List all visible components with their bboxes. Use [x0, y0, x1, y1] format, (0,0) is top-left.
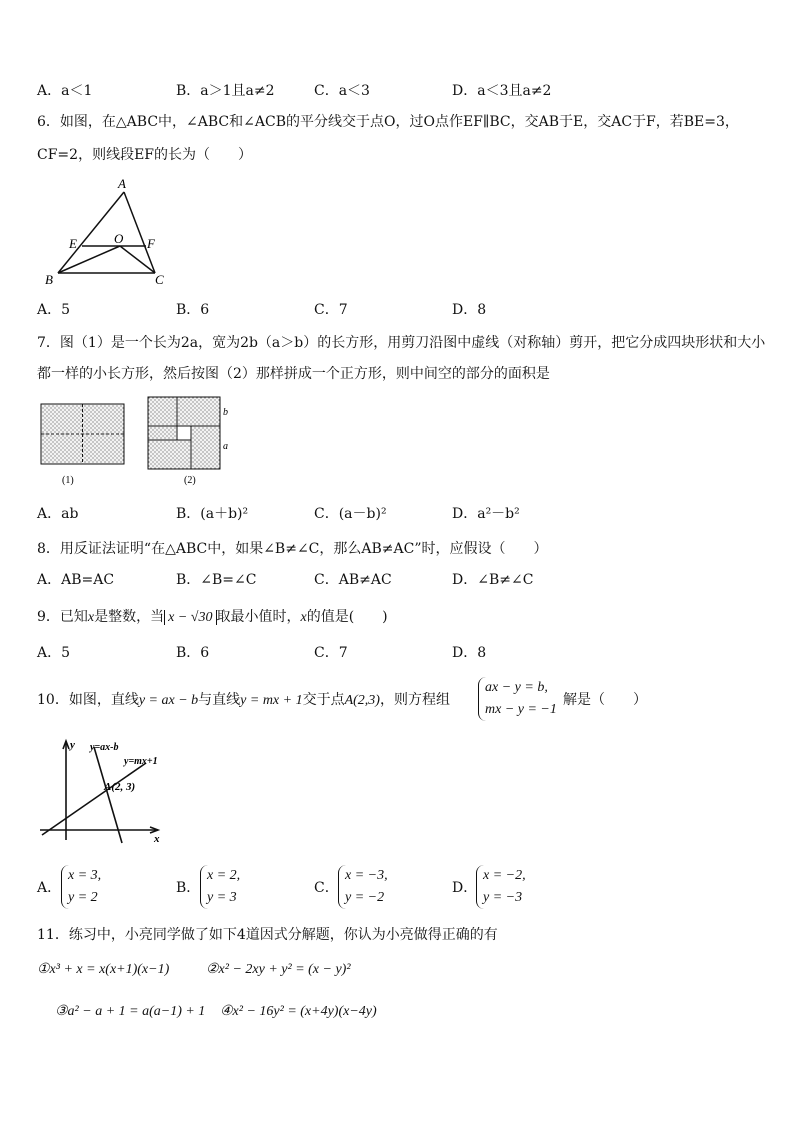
q10-eq1: ax − y = b, — [485, 680, 548, 695]
q9-text — [37, 607, 388, 628]
q6-text-line1: 6．如图，在△ABC中，∠ABC和∠ACB的平分线交于点O，过O点作EF∥BC，交AB于E，交AC于F，若BE=3， — [37, 114, 739, 130]
q6-option-a: A．5 — [37, 302, 71, 318]
q5-option-a: A．a＜1 — [37, 83, 93, 99]
q10-option-b-eq1: x = 2, — [207, 868, 241, 883]
q10-option-d-eq1: x = −2, — [483, 868, 526, 883]
graph-point-label: A(2, 3) — [104, 781, 136, 793]
q10-point: A(2,3) — [344, 693, 380, 708]
fig6-label-e: E — [69, 236, 77, 251]
q8-option-c: C．AB≠AC — [314, 572, 392, 588]
q10-eq2: mx − y = −1 — [485, 702, 557, 717]
graph-line1-label: y=ax-b — [90, 742, 119, 753]
q10-graph — [36, 735, 166, 845]
q11-item-3: ③a² − a + 1 = a(a−1) + 1 — [55, 1004, 206, 1019]
q7-figures — [36, 393, 246, 493]
q5-option-c: C．a＜3 — [314, 83, 370, 99]
fig7-label-b: b — [223, 407, 228, 418]
q9-option-c: C．7 — [314, 645, 348, 661]
q10-option-a-letter: A． — [37, 880, 62, 896]
q10-text — [37, 690, 450, 711]
q10-prefix: 10．如图，直线 — [37, 692, 139, 708]
q6-text-line2: CF=2，则线段EF的长为（ ） — [37, 147, 252, 163]
fig6-label-a: A — [118, 176, 126, 191]
q11-item-1: ①x³ + x = x(x+1)(x−1) — [37, 962, 170, 977]
q9-end: 的值是( ) — [306, 609, 388, 625]
q10-option-b-letter: B． — [176, 880, 201, 896]
q7-text-line1: 7．图（1）是一个长为2a，宽为2b（a＞b）的长方形，用剪刀沿图中虚线（对称轴）剪开，把它分成四块形状和大小 — [37, 335, 766, 351]
q9-abs-expr: x − √30 — [164, 610, 216, 625]
q6-option-c: C．7 — [314, 302, 348, 318]
q10-option-d-letter: D． — [452, 880, 478, 896]
q10-equation-system — [478, 677, 570, 721]
q10-option-c-eq1: x = −3, — [345, 868, 388, 883]
q10-mid3: ，则方程组 — [379, 692, 450, 708]
fig6-label-f: F — [147, 236, 155, 251]
q8-option-b: B．∠B=∠C — [176, 572, 257, 588]
q9-post: 取最小值时， — [216, 609, 301, 625]
q10-mid1: 与直线 — [198, 692, 241, 708]
q5-option-b: B．a＞1且a≠2 — [176, 83, 275, 99]
graph-x-label: x — [154, 833, 160, 845]
q6-triangle-figure — [40, 174, 190, 289]
fig7-caption-1: (1) — [62, 475, 74, 486]
q11-text: 11．练习中，小亮同学做了如下4道因式分解题，你认为小亮做得正确的有 — [37, 927, 498, 943]
q9-var-x: x — [87, 610, 95, 625]
q7-option-d: D．a²－b² — [452, 506, 520, 522]
q9-option-b: B．6 — [176, 645, 210, 661]
q10-option-a-system — [61, 865, 143, 909]
q10-mid2: 交于点 — [302, 692, 345, 708]
fig6-label-b: B — [45, 272, 53, 287]
q10-option-c-letter: C． — [314, 880, 339, 896]
q6-option-d: D．8 — [452, 302, 487, 318]
q10-option-c-eq2: y = −2 — [345, 890, 385, 905]
q10-option-a-eq2: y = 2 — [68, 890, 98, 905]
q10-option-b-eq2: y = 3 — [207, 890, 237, 905]
q7-text-line2: 都一样的小长方形，然后按图（2）那样拼成一个正方形，则中间空的部分的面积是 — [37, 366, 550, 382]
q10-line-a: y = ax − b — [138, 693, 199, 708]
graph-y-label: y — [70, 739, 75, 751]
fig7-caption-2: (2) — [184, 475, 196, 486]
q10-end: 解是（ ） — [563, 692, 647, 708]
q9-option-d: D．8 — [452, 645, 487, 661]
q9-var-x-2: x — [300, 610, 307, 625]
fig6-label-o: O — [114, 231, 124, 246]
graph-line2-label: y=mx+1 — [124, 756, 158, 767]
q9-mid: 是整数，当 — [94, 609, 165, 625]
q7-option-a: A．ab — [37, 506, 79, 522]
q10-option-b-system — [200, 865, 282, 909]
q8-text: 8．用反证法证明“在△ABC中，如果∠B≠∠C，那么AB≠AC”时，应假设（ ） — [37, 541, 548, 557]
q5-option-d: D．a＜3且a≠2 — [452, 83, 552, 99]
q11-item-4: ④x² − 16y² = (x+4y)(x−4y) — [220, 1004, 377, 1019]
q7-option-b: B．(a＋b)² — [176, 506, 249, 522]
q6-option-b: B．6 — [176, 302, 210, 318]
q10-option-d-eq2: y = −3 — [483, 890, 523, 905]
q10-line-b: y = mx + 1 — [240, 693, 303, 708]
q9-prefix: 9．已知 — [37, 609, 88, 625]
q9-option-a: A．5 — [37, 645, 71, 661]
q8-option-d: D．∠B≠∠C — [452, 572, 534, 588]
q10-option-c-system — [338, 865, 425, 909]
q10-option-d-system — [476, 865, 563, 909]
q7-option-c: C．(a－b)² — [314, 506, 387, 522]
q11-item-2: ②x² − 2xy + y² = (x − y)² — [206, 962, 351, 977]
q8-option-a: A．AB=AC — [37, 572, 115, 588]
fig7-label-a: a — [223, 441, 228, 452]
q10-option-a-eq1: x = 3, — [68, 868, 102, 883]
fig6-label-c: C — [155, 272, 164, 287]
